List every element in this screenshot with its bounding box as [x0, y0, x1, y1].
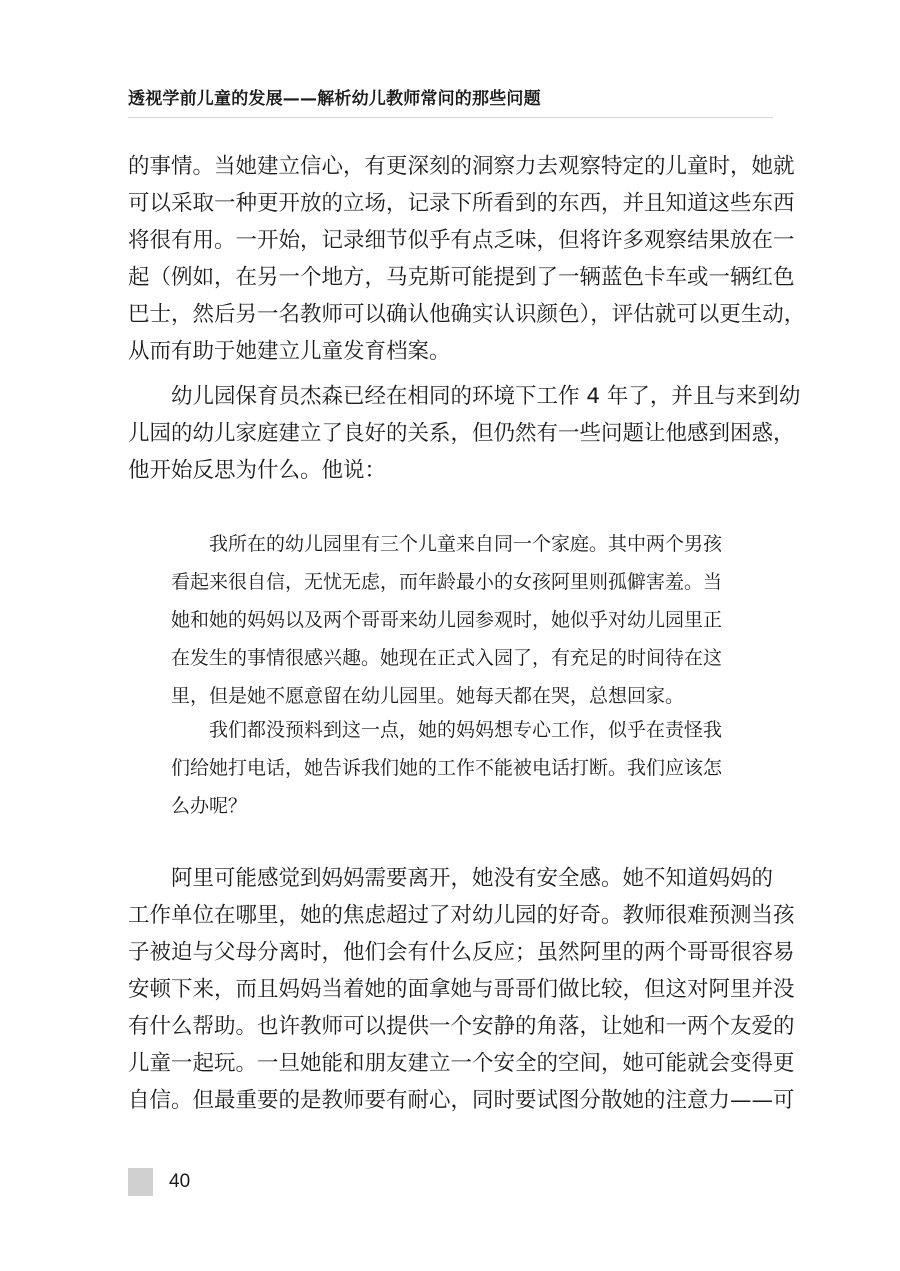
quote-line: 我所在的幼儿园里有三个儿童来自同一个家庭。其中两个男孩: [209, 533, 723, 555]
text-line: 巴士，然后另一名教师可以确认他确实认识颜色），评估就可以更生动，: [128, 302, 806, 327]
text-line: 起（例如，在另一个地方，马克斯可能提到了一辆蓝色卡车或一辆红色: [128, 265, 795, 290]
quote-line: 她和她的妈妈以及两个哥哥来幼儿园参观时，她似乎对幼儿园里正: [171, 609, 723, 631]
text-line: 子被迫与父母分离时，他们会有什么反应；虽然阿里的两个哥哥很容易: [128, 940, 795, 965]
text-line: 的事情。当她建立信心，有更深刻的洞察力去观察特定的儿童时，她就: [128, 154, 795, 179]
text-line: 工作单位在哪里，她的焦虑超过了对幼儿园的好奇。教师很难预测当孩: [128, 903, 795, 928]
quote-line: 我们都没预料到这一点，她的妈妈想专心工作，似乎在责怪我: [209, 719, 723, 741]
text-line: 儿童一起玩。一旦她能和朋友建立一个安全的空间，她可能就会变得更: [128, 1051, 795, 1076]
page-number-marker: [128, 1168, 153, 1196]
paragraph-2: [128, 378, 801, 489]
paragraph-3: [128, 860, 795, 1119]
quote-line: 看起来很自信，无忧无虑，而年龄最小的女孩阿里则孤僻害羞。当: [171, 571, 723, 593]
text-line: 将很有用。一开始，记录细节似乎有点乏味，但将许多观察结果放在一: [128, 228, 795, 253]
text-line: 从而有助于她建立儿童发育档案。: [128, 339, 451, 364]
text-line: 他开始反思为什么。他说：: [128, 458, 387, 483]
text-line: 阿里可能感觉到妈妈需要离开，她没有安全感。她不知道妈妈的: [171, 866, 774, 891]
quote-line: 在发生的事情很感兴趣。她现在正式入园了，有充足的时间待在这: [171, 647, 723, 669]
paragraph-1: [128, 148, 806, 370]
text-line: 幼儿园保育员杰森已经在相同的环境下工作 4 年了，并且与来到幼: [171, 384, 801, 409]
text-line: 可以采取一种更开放的立场，记录下所看到的东西，并且知道这些东西: [128, 191, 795, 216]
quote-line: 们给她打电话，她告诉我们她的工作不能被电话打断。我们应该怎: [171, 757, 723, 779]
page-number: 40: [169, 1171, 191, 1192]
header-divider: [128, 117, 773, 118]
text-line: 儿园的幼儿家庭建立了良好的关系，但仍然有一些问题让他感到困惑，: [128, 421, 795, 446]
text-line: 安顿下来，而且妈妈当着她的面拿她与哥哥们做比较，但这对阿里并没: [128, 977, 795, 1002]
text-line: 自信。但最重要的是教师要有耐心，同时要试图分散她的注意力——可: [128, 1088, 795, 1113]
block-quote-1: [171, 525, 771, 715]
text-line: 有什么帮助。也许教师可以提供一个安静的角落，让她和一两个友爱的: [128, 1014, 795, 1039]
running-header-title: 透视学前儿童的发展——解析幼儿教师常问的那些问题: [128, 89, 541, 109]
block-quote-2: [171, 711, 771, 825]
quote-line: 里，但是她不愿意留在幼儿园里。她每天都在哭，总想回家。: [171, 685, 685, 707]
quote-line: 么办呢？: [171, 795, 248, 817]
